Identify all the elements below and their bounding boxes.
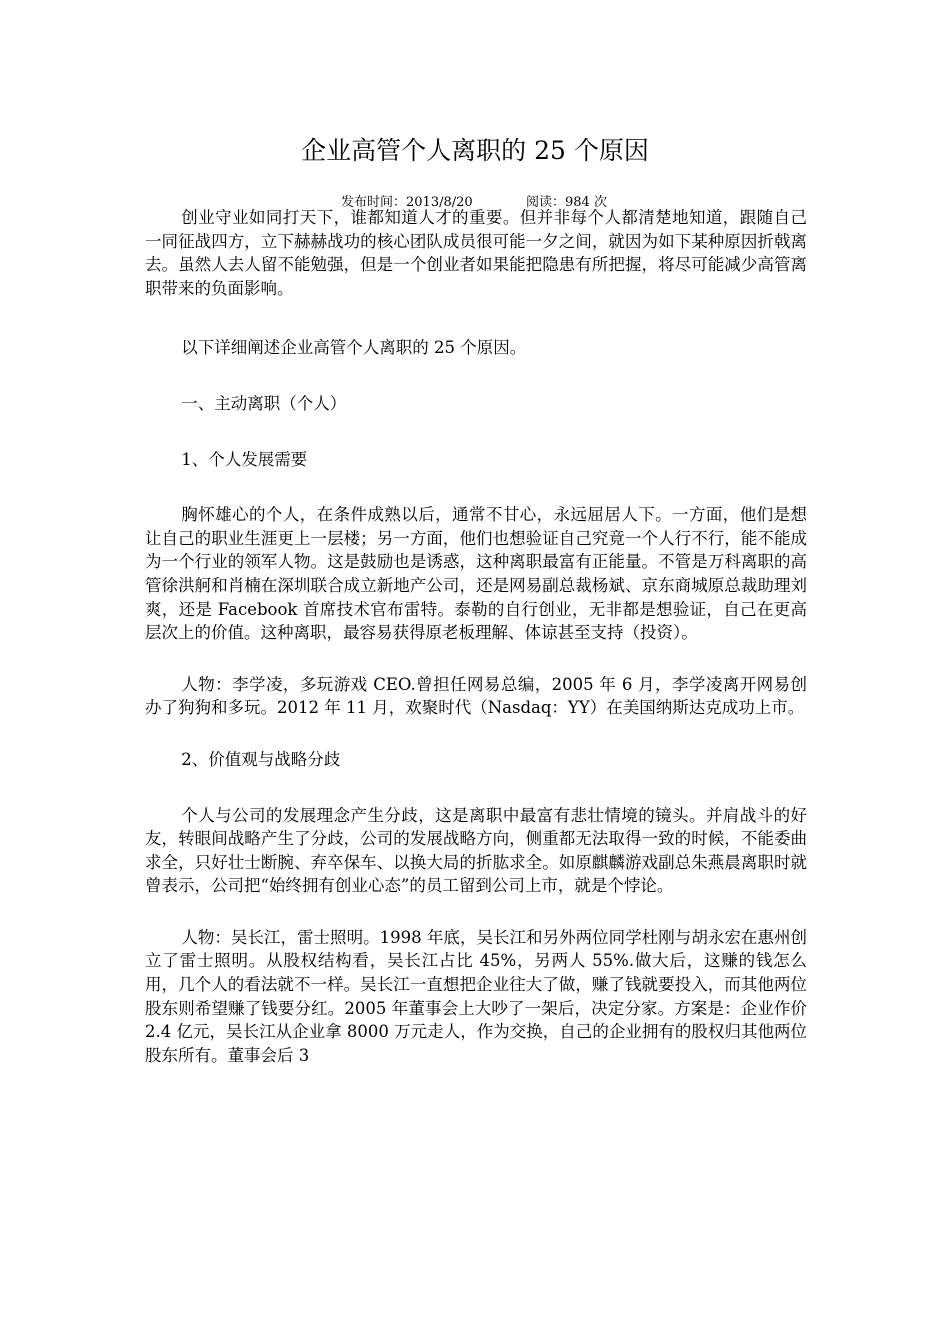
- article-title: 企业高管个人离职的 25 个原因: [301, 136, 649, 165]
- intro-paragraph: 创业守业如同打天下，谁都知道人才的重要。但并非每个人都清楚地知道，跟随自己一同征战四方，立下赫赫战功的核心团队成员很可能一夕之间，就因为如下某种原因折戟离去。虽然人去人留不能勉强，但是一个创业者如果能把隐患有所把握，将尽可能减少高管离职带来的负面影响。: [145, 208, 807, 298]
- body-paragraph: 胸怀雄心的个人，在条件成熟以后，通常不甘心，永远屈居人下。一方面，他们是想让自己的职业生涯更上一层楼；另一方面，他们也想验证自己究竟一个人行不行，能不能成为一个行业的领军人物。这是鼓励也是诱惑，这种离职最富有正能量。不管是万科离职的高管徐洪舸和肖楠在深圳联合成立新地产公司，还是网易副总裁杨斌、京东商城原总裁助理刘爽，还是 Facebook 首席技术官布雷特。泰勒的自行创业，无非都是想验证，自己在更高层次上的价值。这种离职，最容易获得原老板理解、体谅甚至支持（投资）。: [145, 505, 807, 643]
- example-paragraph: 人物：李学凌，多玩游戏 CEO.曾担任网易总编，2005 年 6 月，李学凌离开网易创办了狗狗和多玩。2012 年 11 月，欢聚时代（Nasdaq：YY）在美国纳斯达克成功上市。: [145, 674, 807, 718]
- subsection-heading-2: 2、价值观与战略分歧: [181, 749, 341, 769]
- publish-date: 发布时间：2013/8/20: [341, 195, 473, 210]
- body-paragraph: 个人与公司的发展理念产生分歧，这是离职中最富有悲壮情境的镜头。并肩战斗的好友，转眼间战略产生了分歧，公司的发展战略方向，侧重都无法取得一致的时候，不能委曲求全，只好壮士断腕、弃卒保车、以换大局的折肱求全。如原麒麟游戏副总朱燕晨离职时就曾表示，公司把“始终拥有创业心态”的员工留到公司上市，就是个悖论。: [145, 805, 807, 896]
- summary-line: 以下详细阐述企业高管个人离职的 25 个原因。: [181, 338, 527, 358]
- read-count: 阅读：984 次: [526, 195, 607, 210]
- subsection-heading-1: 1、个人发展需要: [181, 449, 308, 469]
- article-body: [145, 206, 807, 1095]
- section-heading: 一、主动离职（个人）: [181, 393, 347, 413]
- example-paragraph: 人物：吴长江，雷士照明。1998 年底，吴长江和另外两位同学杜刚与胡永宏在惠州创立了雷士照明。从股权结构看，吴长江占比 45%，另两人 55%.做大后，这赚的钱怎么用，几个人的看法就不一样。吴长江一直想把企业往大了做，赚了钱就要投入，而其他两位股东则希望赚了钱要分红。2005 年董事会上大吵了一架后，决定分家。方案是：企业作价 2.4 亿元，吴长江从企业拿 8000 万元走人，作为交换，自己的企业拥有的股权归其他两位股东所有。董事会后 3: [145, 927, 807, 1065]
